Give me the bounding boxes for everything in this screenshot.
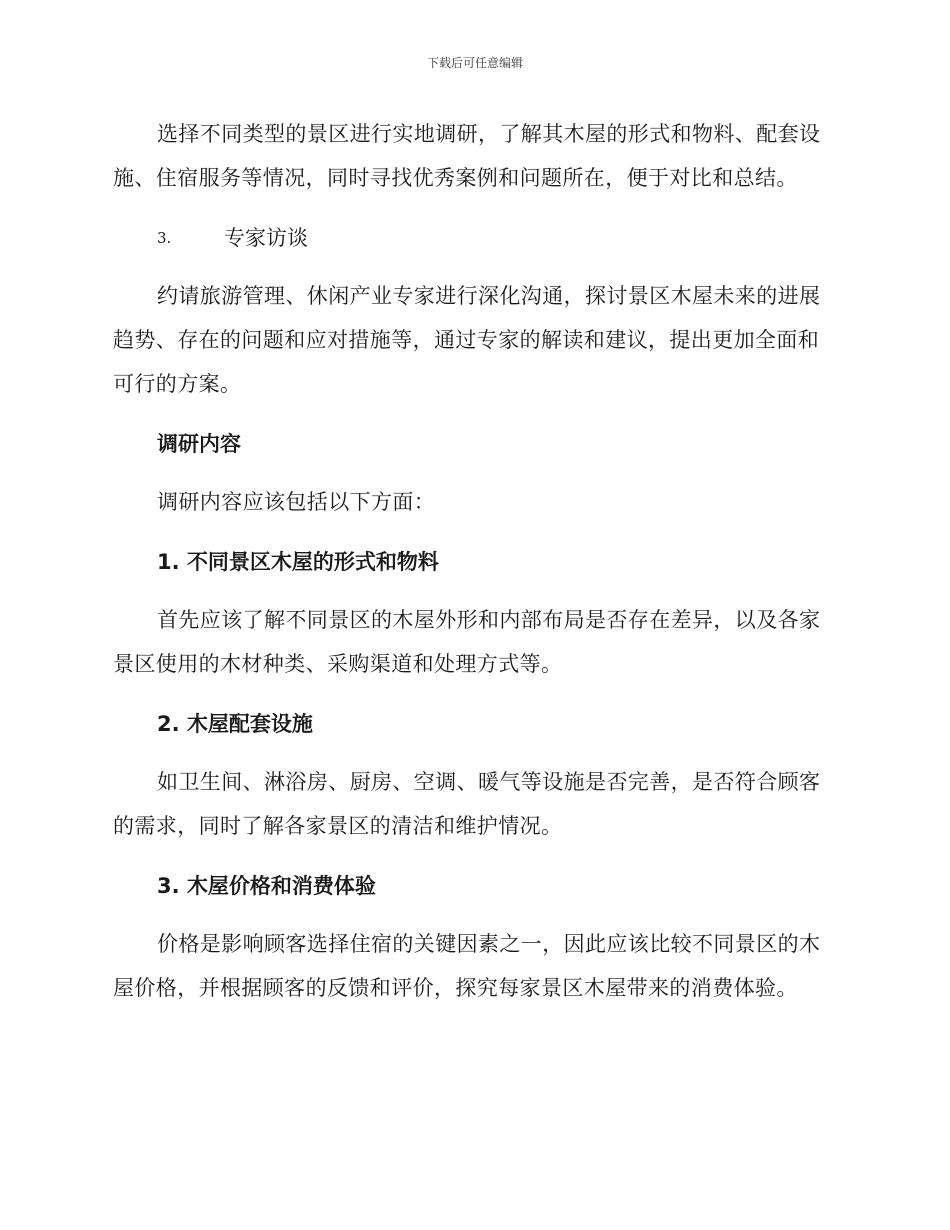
paragraph-research-intro: 调研内容应该包括以下方面： [157, 490, 436, 514]
heading-cabin-facilities: 2. 木屋配套设施 [157, 712, 313, 736]
paragraph-expert-interview: 约请旅游管理、休闲产业专家进行深化沟通，探讨景区木屋未来的进展趋势、存在的问题和应对措施等，通过专家的解读和建议，提出更加全面和可行的方案。 [113, 284, 821, 396]
paragraph-cabin-price-experience: 价格是影响顾客选择住宿的关键因素之一，因此应该比较不同景区的木屋价格，并根据顾客的反馈和评价，探究每家景区木屋带来的消费体验。 [113, 932, 821, 1000]
list-item-text: 专家访谈 [224, 226, 308, 250]
page-header: 下载后可任意编辑 [426, 56, 523, 70]
paragraph-cabin-facilities: 如卫生间、淋浴房、厨房、空调、暖气等设施是否完善，是否符合顾客的需求，同时了解各家景区的清洁和维护情况。 [113, 770, 821, 838]
heading-research-content: 调研内容 [157, 432, 241, 456]
document-body [113, 112, 833, 1026]
list-item-number: 3. [157, 229, 172, 247]
paragraph-field-research: 选择不同类型的景区进行实地调研，了解其木屋的形式和物料、配套设施、住宿服务等情况，同时寻找优秀案例和问题所在，便于对比和总结。 [113, 122, 821, 190]
heading-cabin-form-materials: 1. 不同景区木屋的形式和物料 [157, 550, 439, 574]
paragraph-cabin-form-materials: 首先应该了解不同景区的木屋外形和内部布局是否存在差异，以及各家景区使用的木材种类、采购渠道和处理方式等。 [113, 608, 821, 676]
heading-cabin-price-experience: 3. 木屋价格和消费体验 [157, 874, 376, 898]
list-item-expert-interview [113, 216, 833, 260]
